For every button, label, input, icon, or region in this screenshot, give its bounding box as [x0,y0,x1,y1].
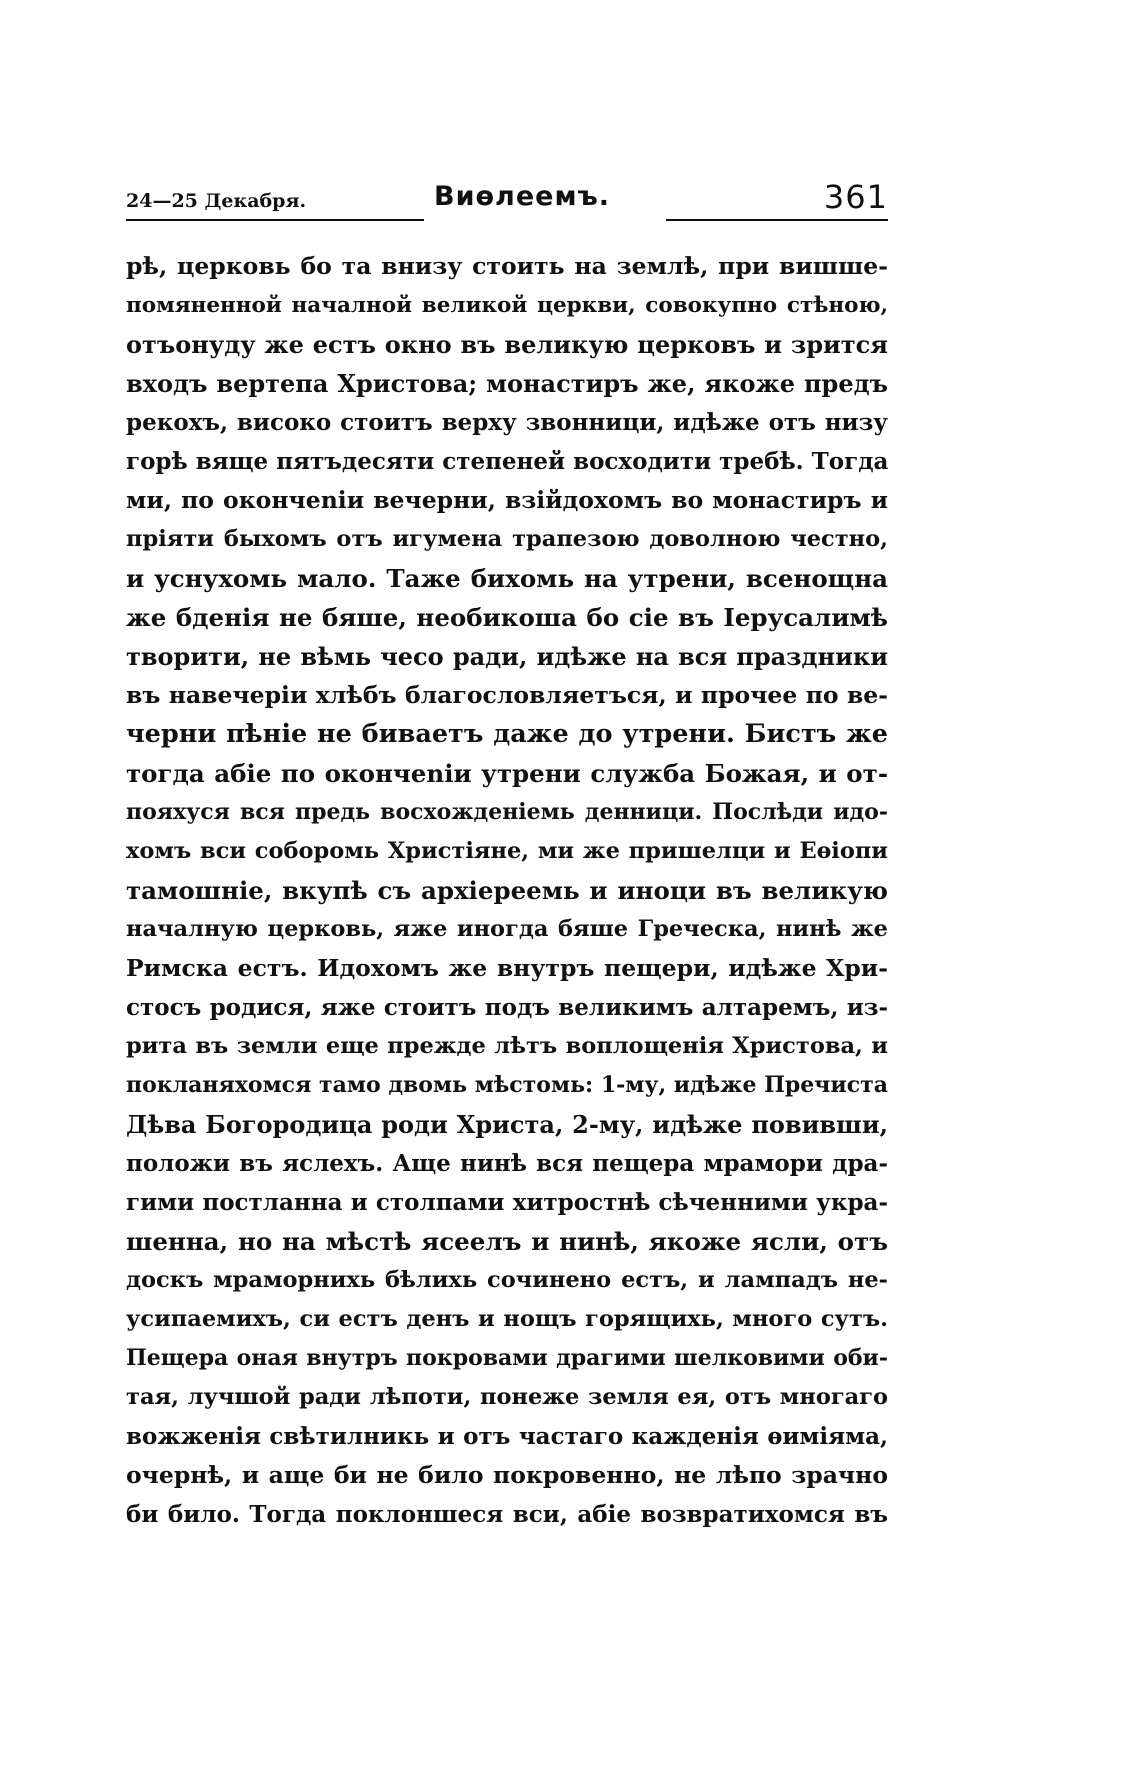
text-line: хомъ вси соборомь Христіяне, ми же пришелци и Еѳіопи [126,838,888,864]
text-line: гими постланна и столпами хитростнѣ сѣченними укра- [126,1189,888,1216]
text-line: же бденія не бяше, необикоша бо сіе въ Іерусалимѣ [126,603,888,632]
text-line: началную церковь, яже иногда бяше Греческа, нинѣ же [126,916,888,942]
text-line: отъонуду же естъ окно въ великую церковъ и зрится [126,330,888,359]
text-line: тамошніе, вкупѣ съ архіереемь и иноци въ великую [126,876,888,905]
text-line: шенна, но на мѣстѣ ясеелъ и нинѣ, якоже ясли, отъ [126,1227,888,1256]
text-line: тогда абіе по окончеnіи утрени служба Божая, и от- [126,759,888,788]
running-header [126,178,888,220]
header-date: 24—25 Декабря. [126,190,307,212]
page-number: 361 [823,178,888,216]
text-line: покланяхомся тамо двомь мѣстомь: 1-му, идѣже Пречиста [126,1072,888,1098]
text-line: Римска естъ. Идохомъ же внутръ пещери, идѣже Хри- [126,954,888,982]
text-line: творити, не вѣмь чесо ради, идѣже на вся праздники [126,642,888,671]
text-line: помяненной началной великой церкви, совокупно стѣною, [126,293,888,318]
text-line: Пещера оная внутръ покровами драгими шелковими оби- [126,1345,888,1371]
text-line: стосъ родися, яже стоитъ подъ великимъ алтаремъ, из- [126,994,888,1021]
text-line: Дѣва Богородица роди Христа, 2-му, идѣже повивши, [126,1110,888,1139]
header-rule-left [126,219,424,221]
text-line: рекохъ, високо стоитъ верху звонници, идѣже отъ низу [126,409,888,436]
header-rule-right [666,219,888,221]
text-line: усипаемихъ, си естъ денъ и нощъ горящихь, много сутъ. [126,1306,888,1332]
text-line: ми, по окончеnіи вечерни, взійдохомъ во монастиръ и [126,486,888,514]
text-line: вожженія свѣтилникь и отъ частаго кажденія ѳиміяма, [126,1423,888,1450]
text-line: рита въ земли еще прежде лѣтъ воплощенія Христова, и [126,1033,888,1059]
text-line: рѣ, церковь бо та внизу стоить на землѣ, при вишше- [126,252,888,280]
text-line: и уснухомь мало. Таже бихомь на утрени, всенощна [126,564,888,593]
text-line: черни пѣніе не биваетъ даже до утрени. Бистъ же [126,719,888,749]
text-line: горѣ вяще пятъдесяти степеней восходити требѣ. Тогда [126,448,888,475]
text-line: очернѣ, и аще би не било покровенно, не лѣпо зрачно [126,1461,888,1489]
text-line: положи въ яслехъ. Аще нинѣ вся пещера мрамори дра- [126,1150,888,1177]
header-title: Виѳлеемъ. [434,181,611,212]
text-line: входъ вертепа Христова; монастиръ же, якоже предъ [126,369,888,398]
text-line: би било. Тогда поклоншеся вси, абіе возвратихомся въ [126,1501,888,1528]
text-line: доскъ мраморнихь бѣлихь сочинено естъ, и лампадъ не- [126,1267,888,1293]
body-text [126,247,888,1534]
text-line: тая, лучшой ради лѣпоти, понеже земля ея, отъ многаго [126,1384,888,1410]
text-line: пріяти быхомъ отъ игумена трапезою доволною честно, [126,526,888,552]
text-line: пояхуся вся предь восхожденіемь денници. Послѣди идо- [126,799,888,825]
text-line: въ навечеріи хлѣбъ благословляетъся, и прочее по ве- [126,681,888,709]
